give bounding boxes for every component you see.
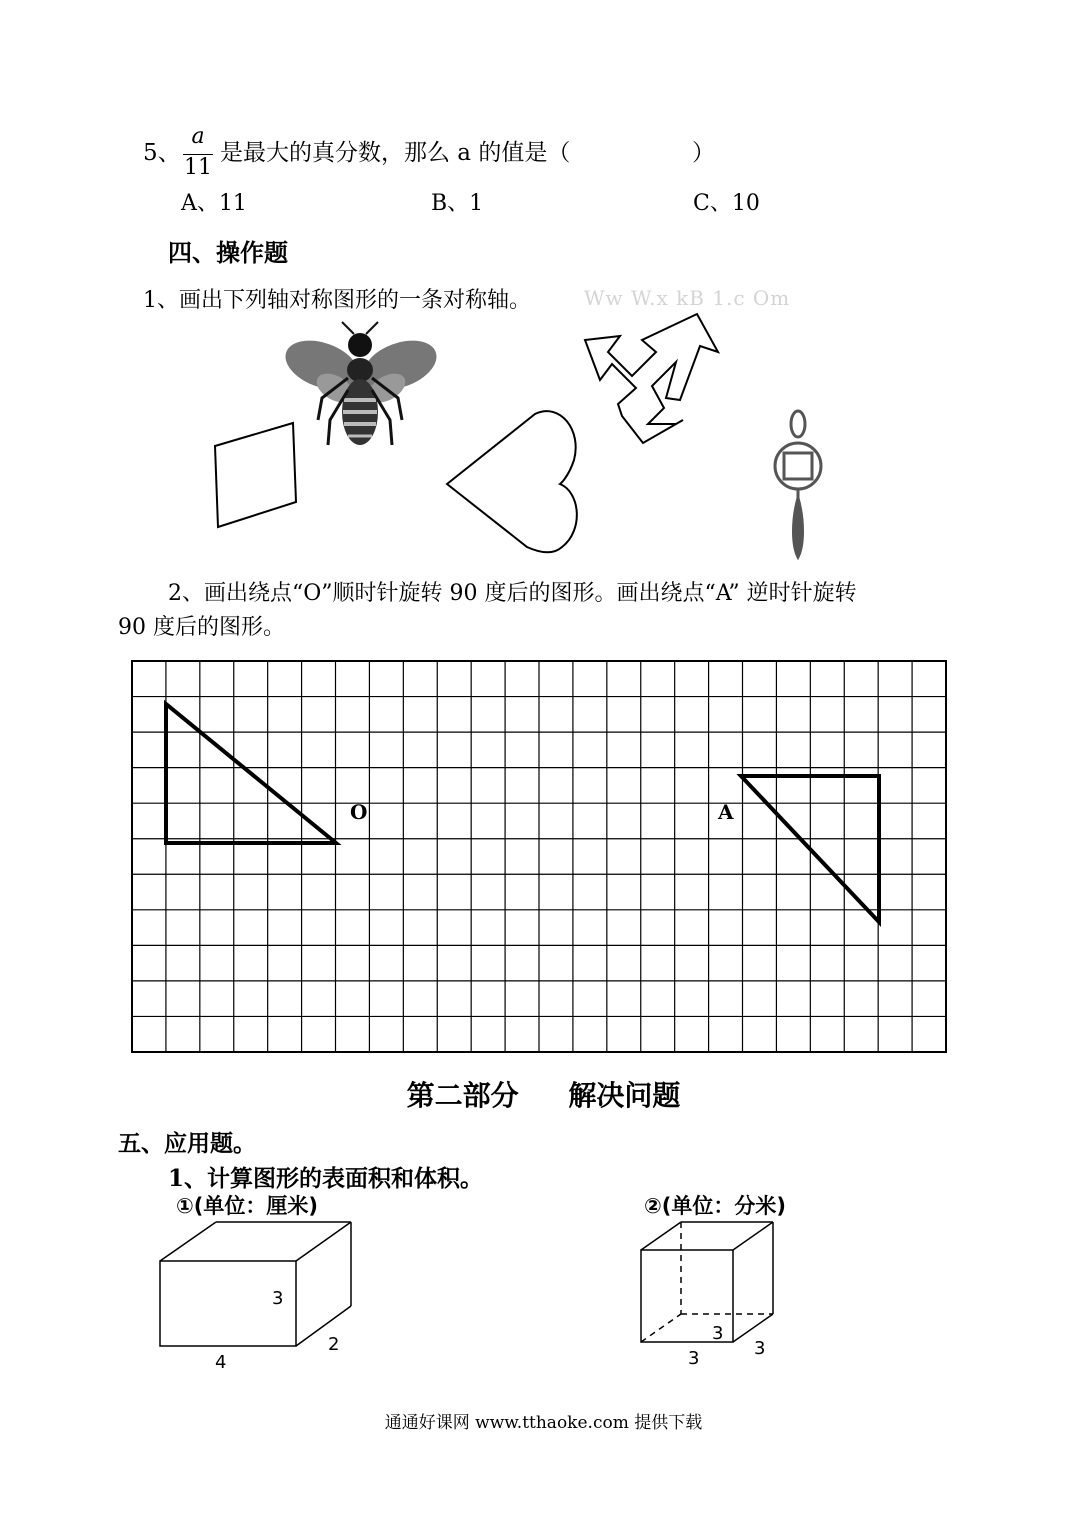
dim-bottom-2: 3 [688,1348,700,1369]
option-c: C、10 [693,191,760,216]
application-question-1: 1、计算图形的表面积和体积。 [168,1165,484,1192]
dim-depth-1: 2 [328,1334,340,1355]
fraction-denominator: 11 [184,155,212,180]
option-b: B、1 [431,191,484,216]
box-diagrams [0,1200,1087,1380]
triangle-o [166,704,336,843]
question-number: 5、 [143,140,181,166]
fraction-numerator: a [191,124,205,149]
question-2-text: 2、画出绕点“O”顺时针旋转 90 度后的图形。画出绕点“A” 逆时针旋转 [168,581,857,606]
question-1-text: 1、画出下列轴对称图形的一条对称轴。 [143,288,531,313]
unit-label-2: ②(单位：分米) [644,1194,786,1218]
cuboid-1 [160,1222,351,1346]
part-title [0,1074,1087,1114]
cube-2 [641,1222,773,1342]
dim-length-1: 4 [215,1352,227,1373]
question-2-text-cont: 90 度后的图形。 [118,615,285,640]
page-footer: 通通好课网 www.tthaoke.com 提供下载 [384,1413,703,1433]
question-text: 是最大的真分数，那么 a 的值是（ [220,140,571,166]
section-5-heading: 五、应用题。 [118,1130,256,1157]
watermark: Ww W.x kB 1.c Om [584,286,791,310]
dim-side-2: 3 [754,1338,766,1359]
dim-height-1: 3 [272,1288,284,1309]
point-o-label: O [350,800,368,824]
grid-lines [132,661,946,1052]
option-a: A、11 [181,191,247,216]
part-title-b: 解决问题 [568,1079,681,1112]
section-heading: 四、操作题 [168,238,288,267]
unit-label-1: ①(单位：厘米) [176,1194,318,1218]
dim-inner-2: 3 [712,1323,724,1344]
answer-blank-close: ） [692,140,715,166]
point-a-label: A [718,800,734,824]
part-title-a: 第二部分 [406,1079,519,1112]
